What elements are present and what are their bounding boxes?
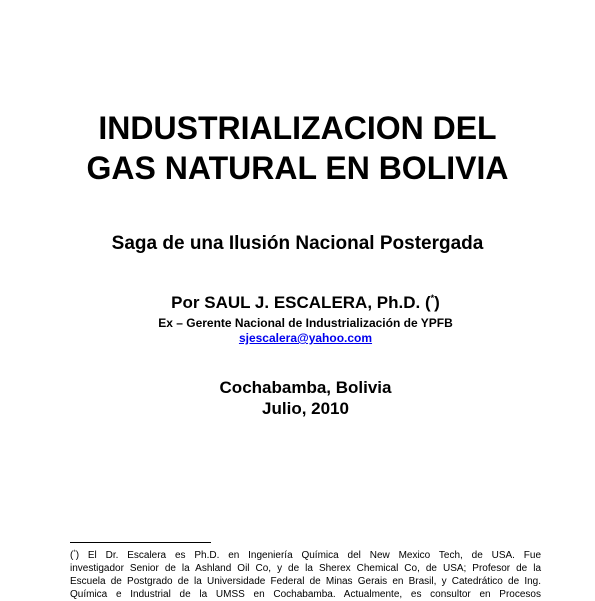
- footnote-line-4: Química e Industrial de la UMSS en Cochabamba. Actualmente, es consultor en Procesos: [70, 589, 541, 600]
- document-title: [0, 108, 595, 188]
- footnote-mark-open: (: [70, 550, 74, 561]
- date-line: Julio, 2010: [262, 399, 349, 418]
- footnote-mark: *: [73, 550, 76, 556]
- author-name: Por SAUL J. ESCALERA, Ph.D. (: [171, 293, 431, 312]
- title-line-1: INDUSTRIALIZACION DEL: [98, 110, 497, 146]
- footnote-line-1-text: El Dr. Escalera es Ph.D. en Ingeniería Química del New Mexico Tech, de USA. Fue: [79, 550, 541, 561]
- author-email-link[interactable]: sjescalera@yahoo.com: [238, 331, 373, 345]
- footnote-mark-close: ): [75, 550, 80, 561]
- author-paren-close: ): [434, 293, 440, 312]
- footnote-reference-mark: *: [430, 293, 435, 303]
- footnote-line-3: Escuela de Postgrado de la Universidade Federal de Minas Gerais en Brasil, y Catedrático de Ing.: [70, 576, 541, 587]
- document-subtitle: Saga de una Ilusión Nacional Postergada: [111, 233, 484, 254]
- place-line: Cochabamba, Bolivia: [219, 378, 392, 397]
- footnote-separator: [70, 542, 211, 543]
- footnote-line-2: investigador Senior de la Ashland Oil Co, y de la Sherex Chemical Co, de USA; Profesor de la: [70, 563, 541, 574]
- author-line: [0, 292, 595, 314]
- title-line-2: GAS NATURAL EN BOLIVIA: [86, 150, 509, 186]
- author-role: Ex – Gerente Nacional de Industrialización de YPFB: [158, 316, 453, 330]
- footnote-line-1: [70, 549, 541, 562]
- footnote: [70, 549, 541, 601]
